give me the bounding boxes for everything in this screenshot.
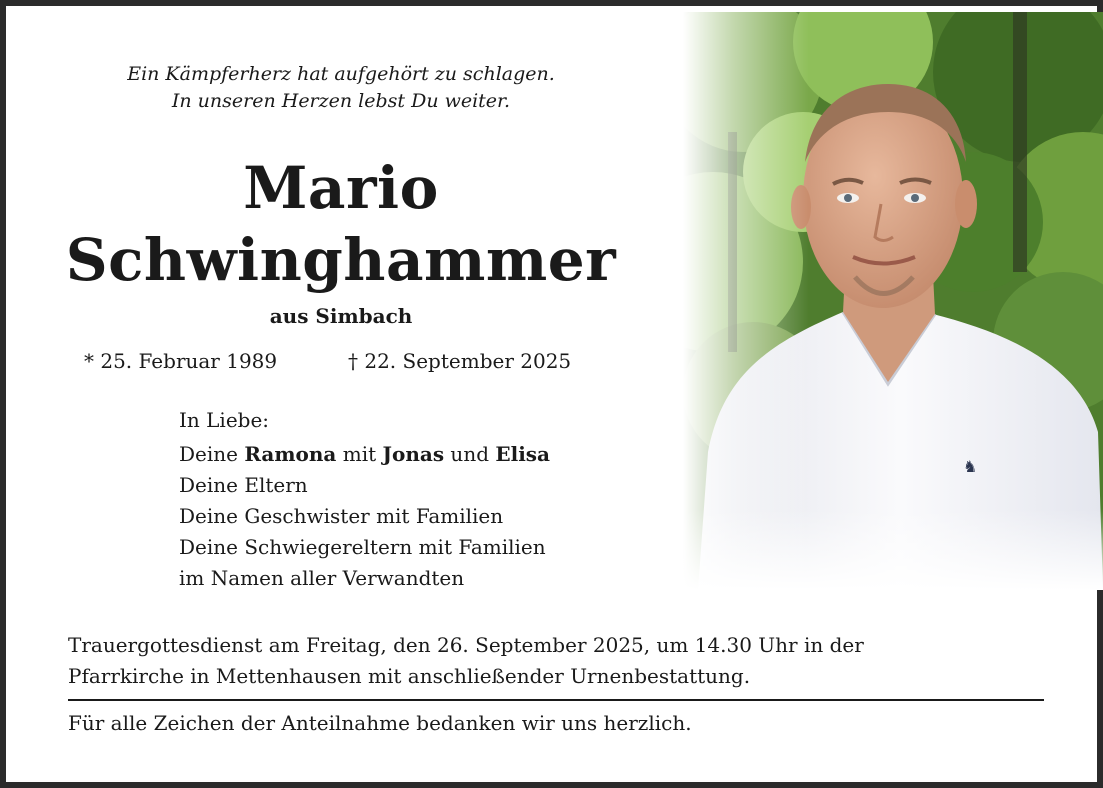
- mourners-text: und: [444, 442, 496, 466]
- service-line-2: Pfarrkirche in Mettenhausen mit anschließender Urnenbestattung.: [68, 664, 751, 688]
- first-name: Mario: [243, 154, 439, 222]
- mourners-line-5: im Namen aller Verwandten: [179, 566, 465, 590]
- mourners-line-2: Deine Eltern: [179, 473, 308, 497]
- mourner-name: Ramona: [244, 442, 337, 466]
- portrait-photo: [683, 12, 1103, 590]
- birth-date: * 25. Februar 1989: [84, 349, 278, 373]
- origin: aus Simbach: [269, 304, 413, 328]
- last-name: Schwinghammer: [65, 226, 617, 294]
- thanks-note: Für alle Zeichen der Anteilnahme bedanken wir uns herzlich.: [68, 711, 692, 735]
- service-line-1: Trauergottesdienst am Freitag, den 26. September 2025, um 14.30 Uhr in der: [68, 633, 864, 657]
- mourner-name: Elisa: [495, 442, 551, 466]
- death-date: † 22. September 2025: [348, 349, 572, 373]
- mourners-text: Deine: [179, 442, 245, 466]
- mourners-line-1: [179, 439, 550, 470]
- motto: [66, 61, 616, 115]
- deceased-name: [46, 152, 636, 296]
- mourners-line-3: Deine Geschwister mit Familien: [179, 504, 504, 528]
- mourners-list: [179, 405, 550, 594]
- divider: [68, 699, 1044, 701]
- motto-line-2: In unseren Herzen lebst Du weiter.: [171, 90, 511, 112]
- funeral-service-notice: [68, 630, 1048, 692]
- mourner-name: Jonas: [382, 442, 445, 466]
- mourners-intro: In Liebe:: [179, 408, 270, 432]
- mourners-line-4: Deine Schwiegereltern mit Familien: [179, 535, 546, 559]
- motto-line-1: Ein Kämpferherz hat aufgehört zu schlagen.: [127, 63, 555, 85]
- mourners-text: mit: [336, 442, 383, 466]
